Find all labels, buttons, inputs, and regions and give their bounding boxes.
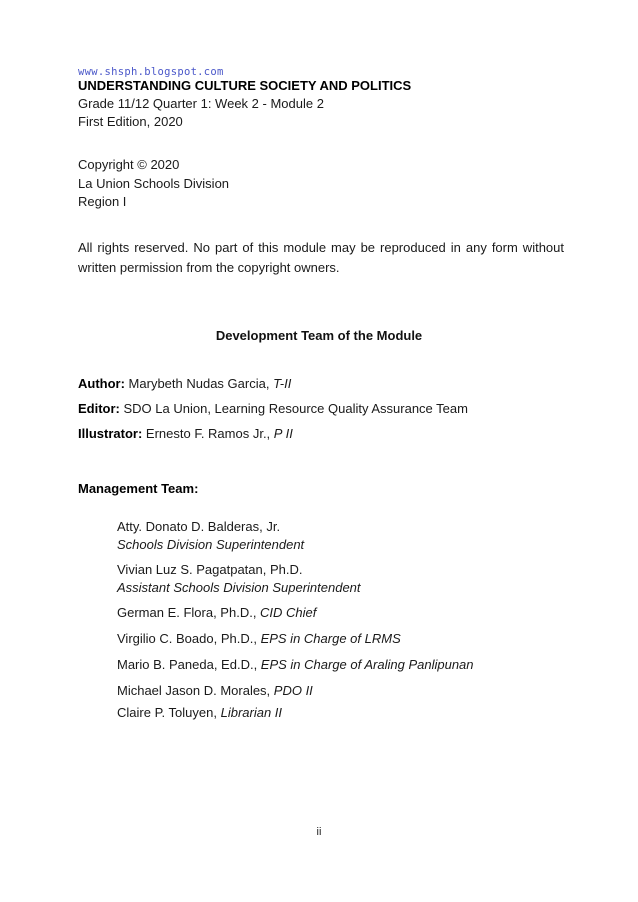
management-member-name: Michael Jason D. Morales, — [117, 683, 274, 698]
author-label: Author: — [78, 376, 125, 391]
page-number: ii — [316, 826, 322, 838]
management-member-role: PDO II — [273, 683, 313, 698]
management-member-name: Atty. Donato D. Balderas, Jr. — [117, 519, 281, 534]
management-member-role: EPS in Charge of Araling Panlipunan — [260, 657, 474, 672]
management-member-name: German E. Flora, Ph.D., — [117, 605, 261, 620]
management-member — [117, 657, 474, 672]
management-member-role: EPS in Charge of LRMS — [260, 631, 401, 646]
author-title: T-II — [273, 376, 292, 391]
grade-line: Grade 11/12 Quarter 1: Week 2 - Module 2 — [78, 96, 324, 111]
region-line: Region I — [78, 194, 127, 209]
edition-line: First Edition, 2020 — [78, 114, 183, 129]
author-line — [78, 376, 291, 391]
management-member-role: Librarian II — [220, 705, 283, 720]
editor-line — [78, 401, 468, 416]
management-member-role: Schools Division Superintendent — [117, 537, 305, 552]
management-member-name: Virgilio C. Boado, Ph.D., — [117, 631, 261, 646]
management-member-name: Vivian Luz S. Pagatpatan, Ph.D. — [117, 562, 303, 577]
illustrator-label: Illustrator: — [78, 426, 143, 441]
division-line: La Union Schools Division — [78, 176, 230, 191]
management-member-role: CID Chief — [260, 605, 317, 620]
author-name: Marybeth Nudas Garcia, — [124, 376, 274, 391]
copyright-line: Copyright © 2020 — [78, 157, 180, 172]
illustrator-name: Ernesto F. Ramos Jr., — [142, 426, 274, 441]
illustrator-line — [78, 426, 293, 441]
management-member — [117, 705, 282, 720]
management-member — [117, 605, 316, 620]
management-member-name: Claire P. Toluyen, — [117, 705, 221, 720]
dev-team-heading: Development Team of the Module — [215, 328, 423, 343]
illustrator-title: P II — [273, 426, 293, 441]
rights-paragraph: All rights reserved. No part of this module may be reproduced in any form without written permission from the copyright owners. — [78, 240, 564, 275]
management-member-role: Assistant Schools Division Superintendent — [117, 580, 361, 595]
editor-name: SDO La Union, Learning Resource Quality Assurance Team — [119, 401, 468, 416]
management-heading: Management Team: — [78, 481, 199, 496]
management-member — [117, 631, 401, 646]
management-member — [117, 683, 313, 698]
editor-label: Editor: — [78, 401, 120, 416]
watermark-link[interactable]: www.shsph.blogspot.com — [78, 66, 224, 78]
module-title: UNDERSTANDING CULTURE SOCIETY AND POLITICS — [78, 78, 412, 93]
management-member-name: Mario B. Paneda, Ed.D., — [117, 657, 261, 672]
